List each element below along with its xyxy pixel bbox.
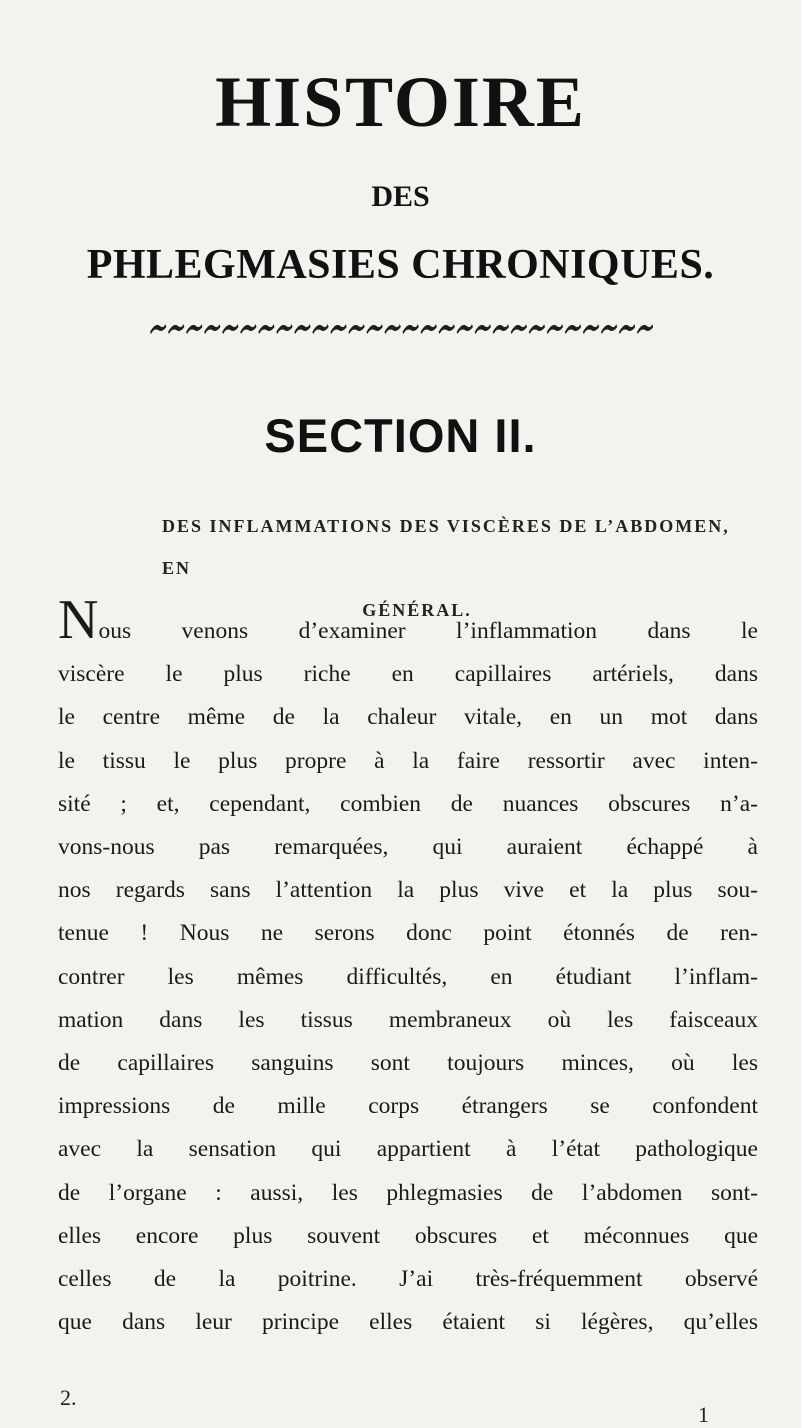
ornament-leaf xyxy=(186,324,202,334)
ornament-leaf xyxy=(619,324,635,334)
page-title: HISTOIRE xyxy=(215,62,586,142)
ornament-leaf xyxy=(457,324,473,334)
ornament-leaf xyxy=(240,324,256,334)
signature-mark-right: 1 xyxy=(698,1402,709,1427)
ornament-leaf xyxy=(204,324,220,334)
ornament-leaf xyxy=(529,324,545,334)
ornament-leaf xyxy=(601,324,617,334)
ornament-leaf xyxy=(421,324,437,334)
ornament-leaf xyxy=(493,324,509,334)
ornament-leaf xyxy=(366,324,382,334)
title-connector: DES xyxy=(371,180,430,213)
page-subtitle: PHLEGMASIES CHRONIQUES. xyxy=(86,242,715,288)
body-line: sité ; et, cependant, combien de nuances obscures n’a- xyxy=(58,790,758,817)
body-line: impressions de mille corps étrangers se confondent xyxy=(58,1093,758,1120)
ornament-leaf xyxy=(348,324,364,334)
body-line: de capillaires sanguins sont toujours minces, où les xyxy=(58,1050,758,1077)
body-line: avec la sensation qui appartient à l’état pathologique xyxy=(58,1136,758,1163)
body-line: le tissu le plus propre à la faire ressortir avec inten- xyxy=(58,747,758,774)
signature-mark-left: 2. xyxy=(60,1385,77,1410)
section-title: SECTION II. xyxy=(264,409,537,462)
body-line: nos regards sans l’attention la plus vive et la plus sou- xyxy=(58,877,758,904)
body-line: que dans leur principe elles étaient si légères, qu’elles xyxy=(58,1309,758,1336)
ornament-leaf xyxy=(330,324,346,334)
body-paragraph xyxy=(58,589,758,1344)
ornament-leaf xyxy=(312,324,328,334)
ornament-leaf xyxy=(565,324,581,334)
body-line: de l’organe : aussi, les phlegmasies de l’abdomen sont- xyxy=(58,1179,758,1206)
ornament-leaf xyxy=(222,324,238,334)
body-line: celles de la poitrine. J’ai très-fréquemment observé xyxy=(58,1266,758,1293)
ornamental-divider xyxy=(148,318,653,340)
body-line: Nous venons d’examiner l’inflammation dans le xyxy=(58,589,758,651)
section-heading-line-2: GÉNÉRAL. xyxy=(362,600,472,620)
body-line: contrer les mêmes difficultés, en étudiant l’inflam- xyxy=(58,963,758,990)
ornament-leaf xyxy=(294,324,310,334)
ornament-leaf xyxy=(150,324,166,334)
drop-cap: N xyxy=(58,589,99,651)
body-line: mation dans les tissus membraneux où les faisceaux xyxy=(58,1006,758,1033)
ornament-leaf xyxy=(384,324,400,334)
ornament-leaf xyxy=(403,324,419,334)
ornament-leaf xyxy=(439,324,455,334)
ornament-leaf xyxy=(276,324,292,334)
section-heading-line-1: DES INFLAMMATIONS DES VISCÈRES DE L’ABDOMEN, EN xyxy=(162,516,730,578)
body-line: elles encore plus souvent obscures et méconnues que xyxy=(58,1222,758,1249)
ornament-leaf xyxy=(258,324,274,334)
body-line: viscère le plus riche en capillaires artériels, dans xyxy=(58,661,758,688)
ornament-leaf xyxy=(475,324,491,334)
ornament-leaf xyxy=(637,324,653,334)
ornament-leaf xyxy=(511,324,527,334)
body-line: le centre même de la chaleur vitale, en un mot dans xyxy=(58,704,758,731)
ornament-leaf xyxy=(168,324,184,334)
body-line: vons-nous pas remarquées, qui auraient échappé à xyxy=(58,834,758,861)
ornament-leaf xyxy=(583,324,599,334)
ornament-leaf xyxy=(547,324,563,334)
body-line: tenue ! Nous ne serons donc point étonnés de ren- xyxy=(58,920,758,947)
